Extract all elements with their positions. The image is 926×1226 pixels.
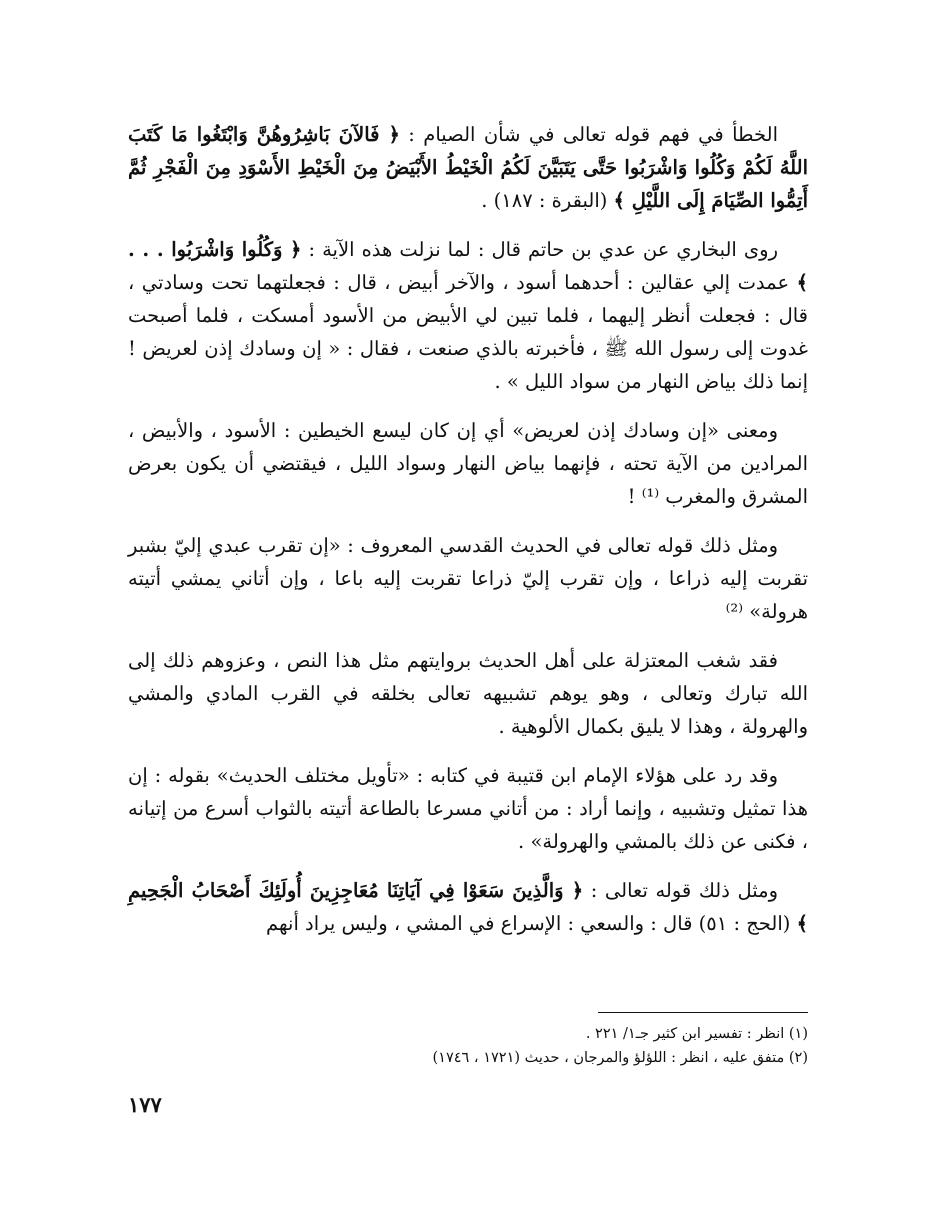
paragraph [128,644,808,743]
quran-verse: ﴿ وَالَّذِينَ سَعَوْا فِي آيَاتِنَا مُعَاجِزِينَ أُولَئِكَ أَصْحَابُ الْجَحِيمِ ﴾ [128,879,808,935]
paragraph [128,414,808,513]
paragraph-text: ومثل ذلك قوله تعالى : [583,879,778,902]
paragraph-text: (البقرة : ١٨٧) . [481,189,614,212]
body-text [128,118,808,956]
paragraph [128,874,808,940]
paragraph-text: ومعنى «إن وسادك إذن لعريض» أي إن كان ليسع الخيطين : الأسود ، والأبيض ، المرادين من الآية تحته ، فإنهما بياض النهار وسواد الليل ، فيقتضي أن يكون بعرض المشرق والمغرب ⁽¹⁾ ! [128,419,808,508]
quran-verse: ﴿ فَالآنَ بَاشِرُوهُنَّ وَابْتَغُوا مَا كَتَبَ اللَّهُ لَكُمْ وَكُلُوا وَاشْرَبُوا حَتَّى يَتَبَيَّنَ لَكُمُ الْخَيْطُ الأَبْيَضُ مِنَ الْخَيْطِ الأَسْوَدِ مِنَ الْفَجْرِ ثُمَّ أَتِمُّوا الصِّيَامَ إِلَى اللَّيْلِ ﴾ [128,123,808,212]
paragraph-text: الخطأ في فهم قوله تعالى في شأن الصيام : [399,123,778,146]
paragraph-text: ومثل ذلك قوله تعالى في الحديث القدسي المعروف : «إن تقرب عبدي إليّ بشبر تقربت إليه ذراعا ، وإن تقرب إليّ ذراعا تقربت إليه باعا ، وإن أتاني يمشي أتيته هرولة» ⁽²⁾ [128,534,808,623]
paragraph [128,529,808,628]
paragraph-text: عمدت إلي عقالين : أحدهما أسود ، والآخر أبيض ، قال : فجعلتهما تحت وسادتي ، قال : فجعلت أنظر إليهما ، فلما تبين لي الأبيض من الأسود أمسكت ، فلما أصبحت غدوت إلى رسول الله ﷺ ، فأخبرته بالذي صنعت ، فقال : « إن وسادك إذن لعريض ! إنما ذلك بياض النهار من سواد الليل » . [128,271,808,393]
page-number: ١٧٧ [128,1092,162,1117]
footnotes [128,1022,808,1070]
footnote-separator [598,1012,808,1013]
paragraph-text: وقد رد على هؤلاء الإمام ابن قتيبة في كتابه : «تأويل مختلف الحديث» بقوله : إن هذا تمثيل وتشبيه ، وإنما أراد : من أتاني مسرعا بالطاعة أتيته بالثواب أسرع من إتيانه ، فكنى عن ذلك بالمشي والهرولة» . [128,764,808,853]
paragraph [128,759,808,858]
footnote: (٢) متفق عليه ، انظر : اللؤلؤ والمرجان ، حديث (١٧٢١ ، ١٧٤٦) [432,1050,808,1066]
paragraph [128,233,808,398]
paragraph [128,118,808,217]
paragraph-text: (الحج : ٥١) قال : والسعي : الإسراع في المشي ، وليس يراد أنهم [266,912,797,935]
footnote: (١) انظر : تفسير ابن كثير جـ١/ ٢٢١ . [585,1026,808,1042]
paragraph-text: روى البخاري عن عدي بن حاتم قال : لما نزلت هذه الآية : [301,238,778,261]
quran-verse: ﴿ وَكُلُوا وَاشْرَبُوا . . . ﴾ [128,238,808,294]
paragraph-text: فقد شغب المعتزلة على أهل الحديث بروايتهم مثل هذا النص ، وعزوهم ذلك إلى الله تبارك وتعالى ، وهو يوهم تشبيهه تعالى بخلقه في القرب المادي والمشي والهرولة ، وهذا لا يليق بكمال الألوهية . [128,649,808,738]
